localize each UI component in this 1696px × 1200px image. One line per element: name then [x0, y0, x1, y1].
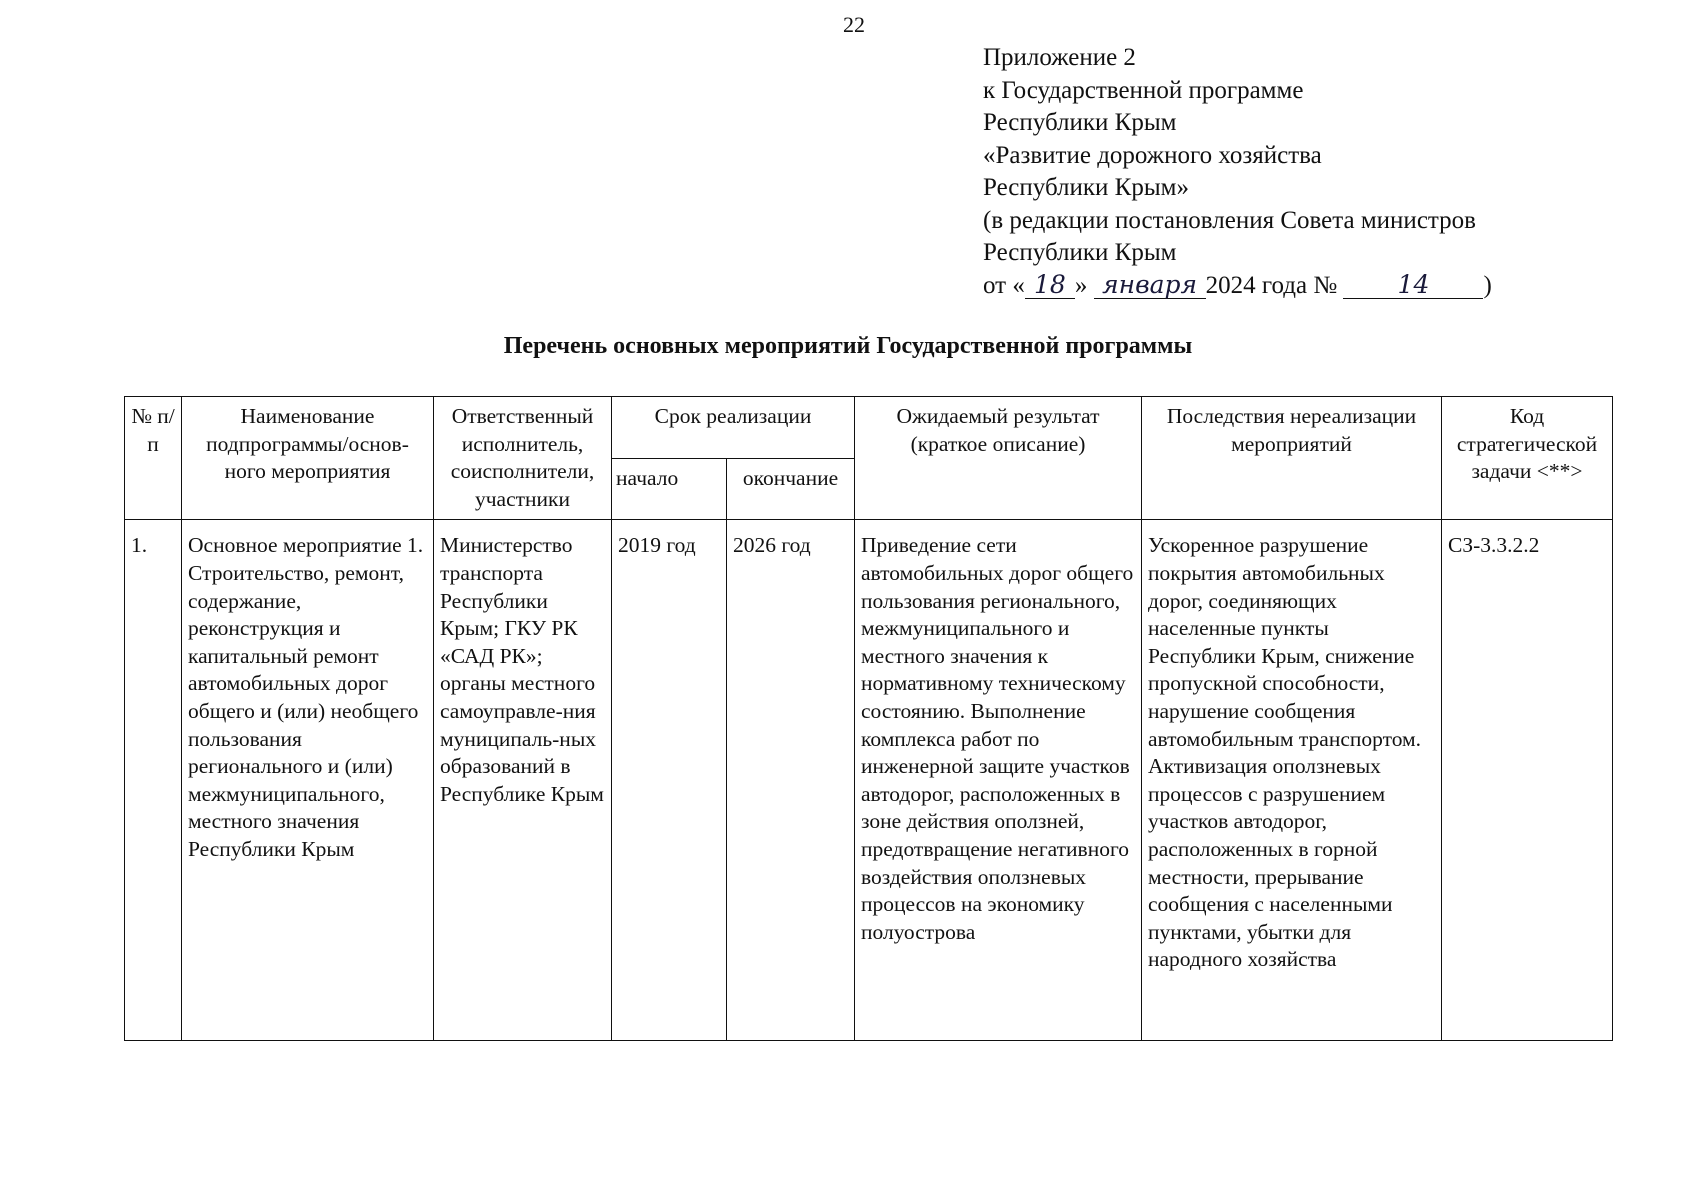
header-row — [125, 397, 1613, 459]
date-mid: » — [1074, 271, 1088, 299]
header-start: начало — [612, 458, 727, 520]
header-end: окончание — [727, 458, 855, 520]
cell-result: Приведение сети автомобильных дорог общего пользования регионального, межмуниципального и местного значения к нормативному техническому состоянию. Выполнение комплекса работ по инженерной защите участков автодорог, расположенных в зоне действия оползней, предотвращение негативного воздействия оползневых процессов на экономику полуострова — [855, 520, 1142, 1041]
appendix-line: Республики Крым — [983, 239, 1177, 266]
cell-num: 1. — [125, 520, 182, 1041]
date-closing: ) — [1483, 271, 1492, 299]
appendix-line: Приложение 2 — [983, 44, 1136, 71]
appendix-line: к Государственной программе — [983, 76, 1304, 104]
appendix-line: Республики Крым — [983, 109, 1177, 136]
cell-responsible: Министерство транспорта Республики Крым; ГКУ РК «САД РК»; органы местного самоуправле-ния муниципаль-ных образований в Республике Крым — [434, 520, 612, 1041]
header-num: № п/п — [125, 397, 182, 520]
header-period: Срок реализации — [612, 397, 855, 459]
appendix-line: (в редакции постановления Совета министров — [983, 206, 1476, 234]
table-row — [125, 520, 1613, 1041]
year-text: 2024 года № — [1205, 271, 1338, 299]
header-result: Ожидаемый результат (краткое описание) — [855, 397, 1142, 520]
page-number: 22 — [843, 12, 865, 37]
measures-table — [124, 396, 1613, 1041]
cell-code: СЗ-3.3.2.2 — [1442, 520, 1613, 1041]
header-responsible: Ответственный исполнитель, соисполнители, участники — [434, 397, 612, 520]
cell-end: 2026 год — [727, 520, 855, 1041]
appendix-line: «Развитие дорожного хозяйства — [983, 141, 1322, 169]
appendix-block — [983, 42, 1492, 302]
cell-consequences: Ускоренное разрушение покрытия автомобильных дорог, соединяющих населенные пункты Республики Крым, снижение пропускной способности, нарушение сообщения автомобильным транспортом. Активизация оползневых процессов с разрушением участков автодорог, расположенных в горной местности, прерывание сообщения с населенными пунктами, убытки для народного хозяйства — [1142, 520, 1442, 1041]
header-name: Наименование подпрограммы/основ-ного мероприятия — [182, 397, 434, 520]
date-prefix: от « — [983, 271, 1025, 299]
appendix-date-line — [983, 270, 1492, 303]
appendix-line: Республики Крым» — [983, 174, 1189, 201]
cell-start: 2019 год — [612, 520, 727, 1041]
document-title: Перечень основных мероприятий Государственной программы — [503, 333, 1193, 359]
handwritten-number: 14 — [1343, 272, 1483, 299]
handwritten-day: 18 — [1025, 272, 1075, 299]
handwritten-month: января — [1094, 272, 1206, 299]
cell-name: Основное мероприятие 1. Строительство, ремонт, содержание, реконструкция и капитальный ремонт автомобильных дорог общего и (или) необщего пользования регионального и (или) межмуниципального, местного значения Республики Крым — [182, 520, 434, 1041]
header-consequences: Последствия нереализации мероприятий — [1142, 397, 1442, 520]
header-code: Код стратегической задачи <**> — [1442, 397, 1613, 520]
